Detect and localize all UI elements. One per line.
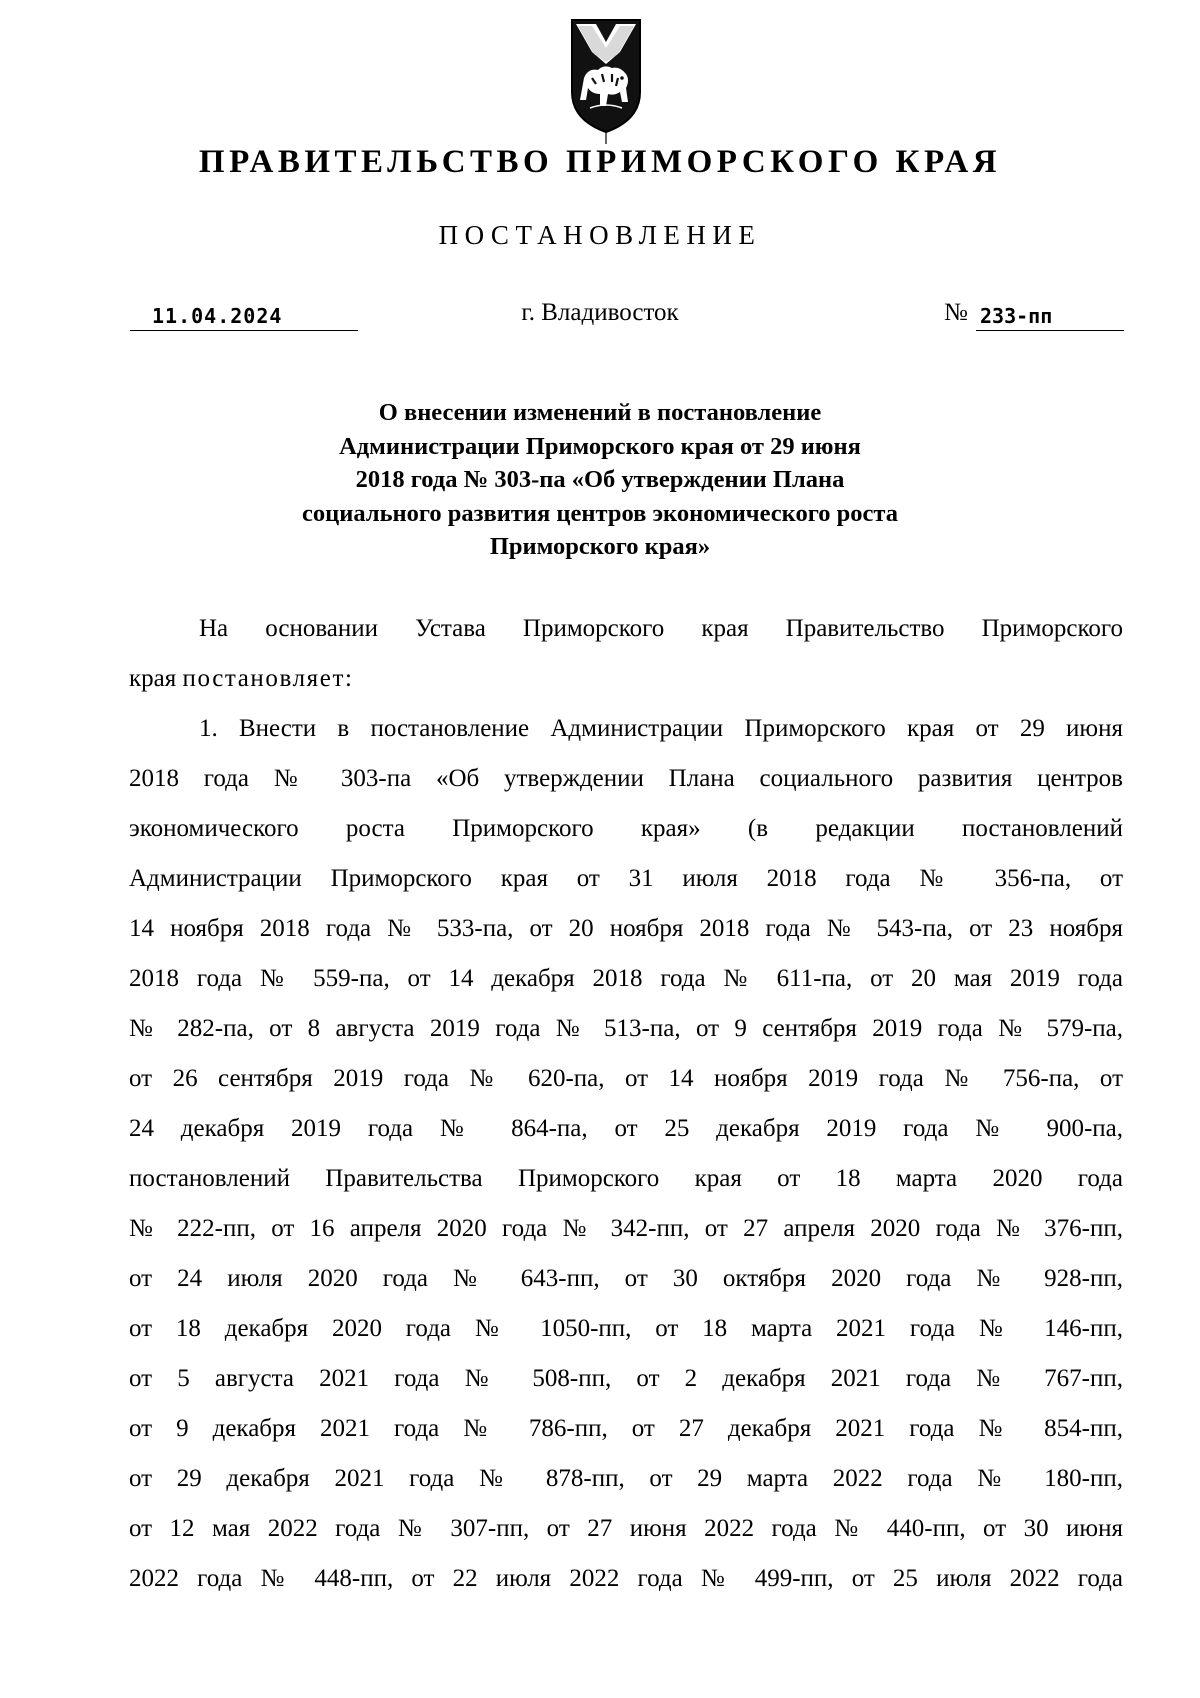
document-city: г. Владивосток <box>521 299 679 326</box>
document-type: ПОСТАНОВЛЕНИЕ <box>438 220 762 250</box>
item-line: от 24 июля 2020 года № 643-пп, от 30 октября 2020 года № 928-пп, <box>129 1265 1123 1292</box>
document-heading <box>200 396 1000 564</box>
heading-line: Администрации Приморского края от 29 июня <box>339 432 861 460</box>
item-line: 2018 года № 303-па «Об утверждении Плана социального развития центров <box>129 765 1123 792</box>
item-line: 14 ноября 2018 года № 533-па, от 20 ноября 2018 года № 543-па, от 23 ноября <box>129 915 1123 942</box>
item-line: от 5 августа 2021 года № 508-пп, от 2 декабря 2021 года № 767-пп, <box>129 1365 1123 1392</box>
item-1-paragraph <box>129 704 1123 1604</box>
item-line: от 26 сентября 2019 года № 620-па, от 14 ноября 2019 года № 756-па, от <box>129 1065 1123 1092</box>
item-line: постановлений Правительства Приморского края от 18 марта 2020 года <box>129 1165 1123 1192</box>
number-label: № <box>944 299 968 326</box>
preamble-line <box>129 654 1123 704</box>
preamble-paragraph <box>129 604 1123 704</box>
item-line: 1. Внести в постановление Администрации Приморского края от 29 июня <box>199 715 1123 742</box>
government-title: ПРАВИТЕЛЬСТВО ПРИМОРСКОГО КРАЯ <box>198 144 1002 180</box>
item-line: от 9 декабря 2021 года № 786-пп, от 27 декабря 2021 года № 854-пп, <box>129 1415 1123 1442</box>
preamble-line: На основании Устава Приморского края Правительство Приморского <box>199 615 1123 642</box>
item-line: 24 декабря 2019 года № 864-па, от 25 декабря 2019 года № 900-па, <box>129 1115 1123 1142</box>
item-line: от 12 мая 2022 года № 307-пп, от 27 июня 2022 года № 440-пп, от 30 июня <box>129 1515 1123 1542</box>
item-line: Администрации Приморского края от 31 июля 2018 года № 356-па, от <box>129 865 1123 892</box>
heading-line: О внесении изменений в постановление <box>378 399 822 426</box>
item-line: 2022 года № 448-пп, от 22 июля 2022 года № 499-пп, от 25 июля 2022 года <box>129 1565 1123 1592</box>
preamble-resolves: постановляет: <box>182 665 354 692</box>
item-line: от 29 декабря 2021 года № 878-пп, от 29 марта 2022 года № 180-пп, <box>129 1465 1123 1492</box>
item-line: от 18 декабря 2020 года № 1050-пп, от 18 марта 2021 года № 146-пп, <box>129 1315 1123 1342</box>
coat-of-arms-icon <box>568 18 644 144</box>
item-line: 2018 года № 559-па, от 14 декабря 2018 года № 611-па, от 20 мая 2019 года <box>129 965 1123 992</box>
heading-line: социального развития центров экономического роста <box>302 499 898 527</box>
heading-line: 2018 года № 303-па «Об утверждении Плана <box>355 466 845 493</box>
document-date: 11.04.2024 <box>130 302 358 331</box>
document-number: 233-пп <box>976 302 1124 331</box>
item-line: № 222-пп, от 16 апреля 2020 года № 342-пп, от 27 апреля 2020 года № 376-пп, <box>129 1215 1123 1242</box>
preamble-word: края <box>129 665 177 692</box>
heading-line: Приморского края» <box>489 533 711 560</box>
item-line: экономического роста Приморского края» (в редакции постановлений <box>129 815 1123 842</box>
item-line: № 282-па, от 8 августа 2019 года № 513-па, от 9 сентября 2019 года № 579-па, <box>129 1015 1123 1042</box>
